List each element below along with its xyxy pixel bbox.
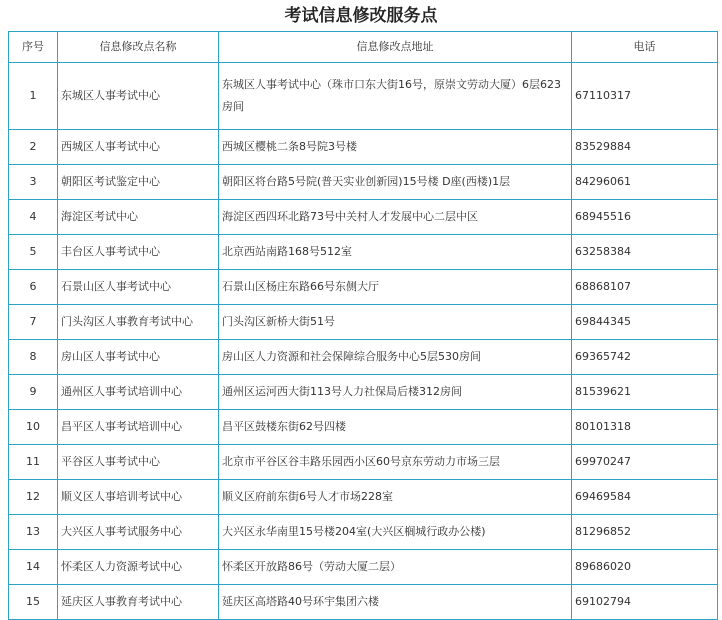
service-point-phone: 68945516 [572,200,718,235]
service-point-address: 朝阳区将台路5号院(普天实业创新园)15号楼 D座(西楼)1层 [219,165,572,200]
service-point-phone: 83529884 [572,130,718,165]
service-point-name: 门头沟区人事教育考试中心 [58,305,219,340]
service-point-address: 海淀区西四环北路73号中关村人才发展中心二层中区 [219,200,572,235]
service-point-name: 延庆区人事教育考试中心 [58,585,219,620]
table-row [9,130,718,165]
service-point-name: 西城区人事考试中心 [58,130,219,165]
service-point-phone: 69970247 [572,445,718,480]
header-address: 信息修改点地址 [219,32,572,63]
service-point-name: 怀柔区人力资源考试中心 [58,550,219,585]
service-point-address: 通州区运河西大街113号人力社保局后楼312房间 [219,375,572,410]
table-row [9,305,718,340]
table-row [9,375,718,410]
row-number: 9 [9,375,58,410]
page-title: 考试信息修改服务点 [284,6,438,26]
table-row [9,340,718,375]
service-point-phone: 69365742 [572,340,718,375]
service-point-name: 房山区人事考试中心 [58,340,219,375]
service-point-phone: 80101318 [572,410,718,445]
service-point-name: 丰台区人事考试中心 [58,235,219,270]
service-point-phone: 69844345 [572,305,718,340]
service-point-name: 大兴区人事考试服务中心 [58,515,219,550]
service-point-phone: 63258384 [572,235,718,270]
table-row [9,550,718,585]
service-point-address: 大兴区永华南里15号楼204室(大兴区榈城行政办公楼) [219,515,572,550]
table-header-row [9,32,718,63]
row-number: 13 [9,515,58,550]
service-point-phone: 84296061 [572,165,718,200]
row-number: 12 [9,480,58,515]
service-point-phone: 81539621 [572,375,718,410]
row-number: 5 [9,235,58,270]
service-point-phone: 69469584 [572,480,718,515]
service-point-address: 怀柔区开放路86号（劳动大厦二层） [219,550,572,585]
table-row [9,480,718,515]
row-number: 4 [9,200,58,235]
service-point-address: 房山区人力资源和社会保障综合服务中心5层530房间 [219,340,572,375]
service-point-phone: 81296852 [572,515,718,550]
row-number: 3 [9,165,58,200]
service-point-address: 东城区人事考试中心（珠市口东大街16号，原崇文劳动大厦）6层623房间 [219,63,572,130]
service-point-name: 顺义区人事培训考试中心 [58,480,219,515]
row-number: 1 [9,63,58,130]
service-point-address: 北京西站南路168号512室 [219,235,572,270]
service-point-phone: 69102794 [572,585,718,620]
service-point-name: 石景山区人事考试中心 [58,270,219,305]
row-number: 6 [9,270,58,305]
row-number: 8 [9,340,58,375]
service-point-name: 朝阳区考试鉴定中心 [58,165,219,200]
table-row [9,515,718,550]
table-row [9,410,718,445]
service-point-address: 石景山区杨庄东路66号东侧大厅 [219,270,572,305]
header-phone: 电话 [572,32,718,63]
row-number: 10 [9,410,58,445]
header-name: 信息修改点名称 [58,32,219,63]
header-no: 序号 [9,32,58,63]
service-points-table [8,31,718,620]
service-point-address: 昌平区鼓楼东街62号四楼 [219,410,572,445]
service-point-address: 门头沟区新桥大街51号 [219,305,572,340]
service-point-name: 平谷区人事考试中心 [58,445,219,480]
service-point-name: 东城区人事考试中心 [58,63,219,130]
table-row [9,63,718,130]
service-point-address: 延庆区高塔路40号环宇集团六楼 [219,585,572,620]
service-point-phone: 68868107 [572,270,718,305]
row-number: 14 [9,550,58,585]
table-row [9,200,718,235]
service-point-address: 西城区樱桃二条8号院3号楼 [219,130,572,165]
service-point-name: 昌平区人事考试培训中心 [58,410,219,445]
service-point-phone: 89686020 [572,550,718,585]
table-row [9,270,718,305]
service-point-address: 北京市平谷区谷丰路乐园西小区60号京东劳动力市场三层 [219,445,572,480]
table-row [9,445,718,480]
row-number: 15 [9,585,58,620]
table-row [9,235,718,270]
service-point-address: 顺义区府前东街6号人才市场228室 [219,480,572,515]
row-number: 2 [9,130,58,165]
table-row [9,165,718,200]
row-number: 11 [9,445,58,480]
row-number: 7 [9,305,58,340]
table-body [9,63,718,620]
service-point-name: 通州区人事考试培训中心 [58,375,219,410]
table-row [9,585,718,620]
service-point-phone: 67110317 [572,63,718,130]
service-point-name: 海淀区考试中心 [58,200,219,235]
